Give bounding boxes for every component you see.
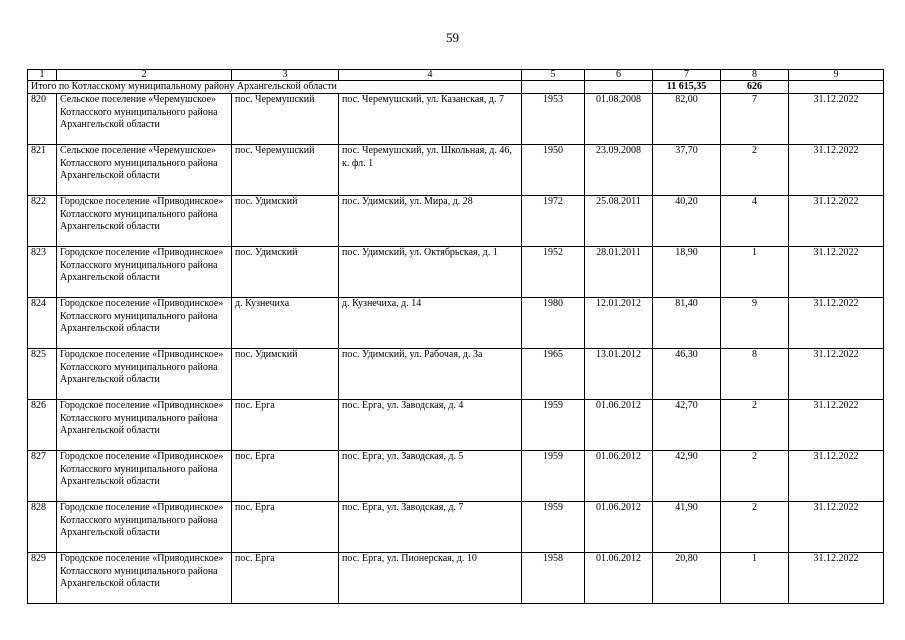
total-empty-cell — [522, 81, 585, 94]
year-cell: 1972 — [522, 196, 585, 247]
residents-cell: 7 — [721, 94, 789, 145]
residents-cell: 9 — [721, 298, 789, 349]
municipality-cell: Городское поселение «Приводинское» Котласского муниципального района Архангельской области — [57, 400, 232, 451]
total-label: Итого по Котласскому муниципальному району Архангельской области — [28, 81, 522, 94]
year-cell: 1950 — [522, 145, 585, 196]
year-cell: 1959 — [522, 451, 585, 502]
column-number-row — [28, 70, 884, 81]
address-cell: пос. Ерга, ул. Заводская, д. 5 — [339, 451, 522, 502]
total-empty-cell — [789, 81, 884, 94]
deadline-cell: 31.12.2022 — [789, 349, 884, 400]
column-number: 6 — [585, 70, 653, 81]
table-row — [28, 298, 884, 349]
settlement-cell: пос. Черемушский — [232, 94, 339, 145]
date-cell: 12.01.2012 — [585, 298, 653, 349]
settlement-cell: пос. Ерга — [232, 553, 339, 604]
column-number: 8 — [721, 70, 789, 81]
address-cell: пос. Удимский, ул. Рабочая, д. 3а — [339, 349, 522, 400]
residents-cell: 1 — [721, 247, 789, 298]
column-number: 2 — [57, 70, 232, 81]
deadline-cell: 31.12.2022 — [789, 298, 884, 349]
residents-cell: 2 — [721, 502, 789, 553]
row-number: 828 — [28, 502, 57, 553]
date-cell: 01.06.2012 — [585, 451, 653, 502]
municipality-cell: Городское поселение «Приводинское» Котласского муниципального района Архангельской области — [57, 451, 232, 502]
page-number: 59 — [446, 30, 459, 45]
area-cell: 37,70 — [653, 145, 721, 196]
table-row — [28, 400, 884, 451]
total-empty-cell — [585, 81, 653, 94]
area-cell: 41,90 — [653, 502, 721, 553]
residents-cell: 2 — [721, 451, 789, 502]
date-cell: 01.08.2008 — [585, 94, 653, 145]
date-cell: 01.06.2012 — [585, 502, 653, 553]
residents-cell: 1 — [721, 553, 789, 604]
date-cell: 01.06.2012 — [585, 553, 653, 604]
date-cell: 01.06.2012 — [585, 400, 653, 451]
residents-cell: 4 — [721, 196, 789, 247]
deadline-cell: 31.12.2022 — [789, 94, 884, 145]
address-cell: пос. Удимский, ул. Октябрьская, д. 1 — [339, 247, 522, 298]
address-cell: пос. Черемушский, ул. Казанская, д. 7 — [339, 94, 522, 145]
table-row — [28, 451, 884, 502]
area-cell: 82,00 — [653, 94, 721, 145]
row-number: 829 — [28, 553, 57, 604]
address-cell: пос. Черемушский, ул. Школьная, д. 46, к. фл. 1 — [339, 145, 522, 196]
column-number: 4 — [339, 70, 522, 81]
table-row — [28, 145, 884, 196]
deadline-cell: 31.12.2022 — [789, 247, 884, 298]
area-cell: 20,80 — [653, 553, 721, 604]
row-number: 822 — [28, 196, 57, 247]
municipality-cell: Городское поселение «Приводинское» Котласского муниципального района Архангельской области — [57, 349, 232, 400]
residents-cell: 2 — [721, 400, 789, 451]
year-cell: 1965 — [522, 349, 585, 400]
settlement-cell: пос. Ерга — [232, 451, 339, 502]
deadline-cell: 31.12.2022 — [789, 400, 884, 451]
year-cell: 1959 — [522, 400, 585, 451]
total-residents: 626 — [721, 81, 789, 94]
settlement-cell: пос. Черемушский — [232, 145, 339, 196]
date-cell: 28.01.2011 — [585, 247, 653, 298]
settlement-cell: д. Кузнечиха — [232, 298, 339, 349]
column-number: 5 — [522, 70, 585, 81]
column-number: 7 — [653, 70, 721, 81]
column-number: 9 — [789, 70, 884, 81]
row-number: 821 — [28, 145, 57, 196]
column-number: 1 — [28, 70, 57, 81]
area-cell: 42,70 — [653, 400, 721, 451]
municipality-cell: Сельское поселение «Черемушское» Котласского муниципального района Архангельской области — [57, 94, 232, 145]
deadline-cell: 31.12.2022 — [789, 502, 884, 553]
settlement-cell: пос. Ерга — [232, 400, 339, 451]
municipality-cell: Городское поселение «Приводинское» Котласского муниципального района Архангельской области — [57, 502, 232, 553]
settlement-cell: пос. Удимский — [232, 196, 339, 247]
deadline-cell: 31.12.2022 — [789, 196, 884, 247]
year-cell: 1953 — [522, 94, 585, 145]
date-cell: 13.01.2012 — [585, 349, 653, 400]
total-row — [28, 81, 884, 94]
year-cell: 1959 — [522, 502, 585, 553]
column-number: 3 — [232, 70, 339, 81]
municipality-cell: Городское поселение «Приводинское» Котласского муниципального района Архангельской области — [57, 247, 232, 298]
municipality-cell: Сельское поселение «Черемушское» Котласского муниципального района Архангельской области — [57, 145, 232, 196]
deadline-cell: 31.12.2022 — [789, 553, 884, 604]
row-number: 826 — [28, 400, 57, 451]
table-row — [28, 196, 884, 247]
area-cell: 42,90 — [653, 451, 721, 502]
table-row — [28, 247, 884, 298]
address-cell: пос. Ерга, ул. Пионерская, д. 10 — [339, 553, 522, 604]
total-area: 11 615,35 — [653, 81, 721, 94]
settlement-cell: пос. Ерга — [232, 502, 339, 553]
residents-cell: 2 — [721, 145, 789, 196]
area-cell: 81,40 — [653, 298, 721, 349]
row-number: 820 — [28, 94, 57, 145]
residents-cell: 8 — [721, 349, 789, 400]
table-row — [28, 553, 884, 604]
address-cell: д. Кузнечиха, д. 14 — [339, 298, 522, 349]
date-cell: 25.08.2011 — [585, 196, 653, 247]
municipality-cell: Городское поселение «Приводинское» Котласского муниципального района Архангельской области — [57, 298, 232, 349]
row-number: 824 — [28, 298, 57, 349]
address-cell: пос. Ерга, ул. Заводская, д. 4 — [339, 400, 522, 451]
deadline-cell: 31.12.2022 — [789, 145, 884, 196]
table-row — [28, 502, 884, 553]
year-cell: 1958 — [522, 553, 585, 604]
year-cell: 1980 — [522, 298, 585, 349]
area-cell: 40,20 — [653, 196, 721, 247]
table-row — [28, 349, 884, 400]
year-cell: 1952 — [522, 247, 585, 298]
address-cell: пос. Удимский, ул. Мира, д. 28 — [339, 196, 522, 247]
table-row — [28, 94, 884, 145]
deadline-cell: 31.12.2022 — [789, 451, 884, 502]
date-cell: 23.09.2008 — [585, 145, 653, 196]
housing-table — [27, 69, 884, 604]
settlement-cell: пос. Удимский — [232, 247, 339, 298]
area-cell: 18,90 — [653, 247, 721, 298]
row-number: 827 — [28, 451, 57, 502]
municipality-cell: Городское поселение «Приводинское» Котласского муниципального района Архангельской области — [57, 196, 232, 247]
address-cell: пос. Ерга, ул. Заводская, д. 7 — [339, 502, 522, 553]
row-number: 823 — [28, 247, 57, 298]
settlement-cell: пос. Удимский — [232, 349, 339, 400]
row-number: 825 — [28, 349, 57, 400]
area-cell: 46,30 — [653, 349, 721, 400]
municipality-cell: Городское поселение «Приводинское» Котласского муниципального района Архангельской области — [57, 553, 232, 604]
